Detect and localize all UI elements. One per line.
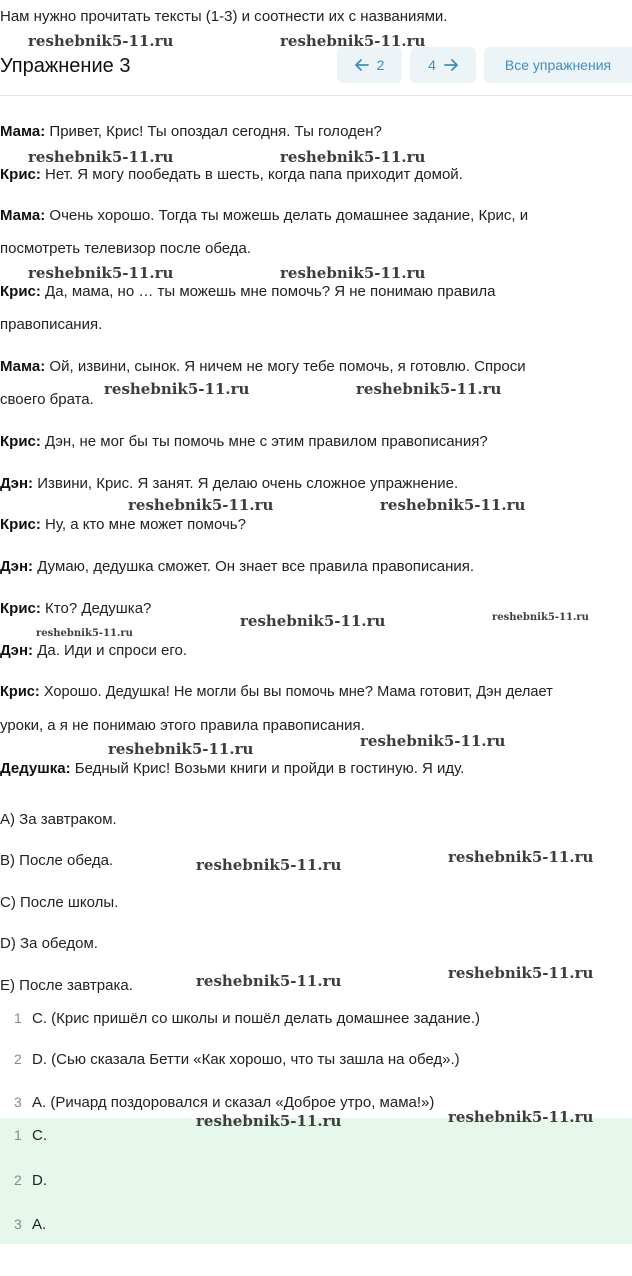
dialogue-text: своего брата.: [0, 391, 94, 408]
dialogue-line: [0, 166, 463, 183]
watermark: reshebnik5-11.ru: [28, 32, 174, 50]
dialogue-line: [0, 316, 102, 333]
answer-number: 3: [14, 1216, 22, 1232]
match-text: A. (Ричард поздоровался и сказал «Доброе утро, мама!»): [32, 1094, 435, 1111]
speaker-label: Крис:: [0, 433, 41, 450]
arrow-left-icon: [355, 59, 369, 71]
all-exercises-button[interactable]: [484, 47, 632, 83]
watermark: reshebnik5-11.ru: [448, 848, 594, 866]
answer-text: A.: [32, 1216, 47, 1233]
dialogue-line: [0, 558, 474, 575]
speaker-label: Дэн:: [0, 475, 34, 492]
watermark: reshebnik5-11.ru: [196, 972, 342, 990]
dialogue-text: Привет, Крис! Ты опоздал сегодня. Ты голоден?: [45, 123, 382, 140]
speaker-label: Дэн:: [0, 558, 34, 575]
answer-text: D.: [32, 1172, 47, 1189]
watermark: reshebnik5-11.ru: [280, 264, 426, 282]
header-divider: [0, 95, 632, 96]
answer-text: C.: [32, 1127, 47, 1144]
dialogue-line: [0, 240, 251, 257]
dialogue-text: Хорошо. Дедушка! Не могли бы вы помочь мне? Мама готовит, Дэн делает: [39, 684, 553, 700]
watermark: reshebnik5-11.ru: [108, 740, 254, 758]
answer-number: 1: [14, 1127, 22, 1143]
dialogue-line: [0, 433, 488, 450]
dialogue-text: Дэн, не мог бы ты помочь мне с этим правилом правописания?: [40, 433, 488, 450]
watermark: reshebnik5-11.ru: [492, 612, 589, 623]
option-item: E) После завтрака.: [0, 977, 133, 994]
answer-item: [14, 1172, 47, 1189]
dialogue-line: [0, 717, 365, 734]
dialogue-line: [0, 207, 528, 224]
answer-item: [14, 1216, 46, 1233]
speaker-label: Мама:: [0, 123, 46, 140]
watermark: reshebnik5-11.ru: [36, 628, 133, 639]
option-item: C) После школы.: [0, 894, 119, 911]
answer-box: [0, 1118, 632, 1244]
speaker-label: Мама:: [0, 358, 46, 375]
watermark: reshebnik5-11.ru: [360, 732, 506, 750]
watermark: reshebnik5-11.ru: [380, 496, 526, 514]
match-number: 2: [14, 1051, 22, 1067]
dialogue-text: правописания.: [0, 316, 103, 333]
prev-exercise-button[interactable]: [337, 47, 402, 83]
watermark: reshebnik5-11.ru: [280, 148, 426, 166]
dialogue-text: Нет. Я могу пообедать в шесть, когда папа приходит домой.: [40, 166, 463, 183]
intro-text: Нам нужно прочитать тексты (1-3) и соотнести их с названиями.: [0, 8, 448, 25]
all-exercises-label: Все упражнения: [504, 57, 612, 73]
speaker-label: Мама:: [0, 207, 46, 224]
dialogue-line: [0, 642, 187, 659]
match-item: [14, 1010, 480, 1027]
match-text: D. (Сью сказала Бетти «Как хорошо, что ты зашла на обед».): [32, 1051, 460, 1068]
speaker-label: Крис:: [0, 283, 41, 300]
match-item: [14, 1094, 434, 1111]
dialogue-line: [0, 391, 94, 408]
next-exercise-label: 4: [428, 57, 436, 73]
dialogue-line: [0, 283, 495, 300]
dialogue-text: Бедный Крис! Возьми книги и пройди в гостиную. Я иду.: [70, 760, 465, 777]
watermark: reshebnik5-11.ru: [28, 264, 174, 282]
match-text: C. (Крис пришёл со школы и пошёл делать домашнее задание.): [32, 1010, 481, 1027]
dialogue-text: посмотреть телевизор после обеда.: [0, 240, 252, 257]
next-exercise-button[interactable]: [410, 47, 476, 83]
dialogue-text: Очень хорошо. Тогда ты можешь делать домашнее задание, Крис, и: [45, 207, 529, 224]
dialogue-text: Думаю, дедушка сможет. Он знает все правила правописания.: [33, 558, 475, 575]
watermark: reshebnik5-11.ru: [196, 856, 342, 874]
watermark: reshebnik5-11.ru: [196, 1112, 342, 1130]
dialogue-line: [0, 600, 151, 617]
watermark: reshebnik5-11.ru: [28, 148, 174, 166]
dialogue-text: Ну, а кто мне может помочь?: [40, 516, 246, 533]
dialogue-text: Извини, Крис. Я занят. Я делаю очень сложное упражнение.: [33, 475, 459, 492]
page-title: Упражнение 3: [0, 55, 131, 77]
watermark: reshebnik5-11.ru: [448, 1108, 594, 1126]
dialogue-line: [0, 475, 458, 492]
dialogue-line: [0, 760, 464, 777]
speaker-label: Дедушка:: [0, 760, 71, 777]
speaker-label: Крис:: [0, 516, 41, 533]
dialogue-text: Ой, извини, сынок. Я ничем не могу тебе помочь, я готовлю. Спроси: [45, 358, 526, 375]
dialogue-line: [0, 516, 246, 533]
speaker-label: Крис:: [0, 684, 40, 700]
match-number: 3: [14, 1094, 22, 1110]
dialogue-line: [0, 684, 553, 700]
watermark: reshebnik5-11.ru: [356, 380, 502, 398]
watermark: reshebnik5-11.ru: [104, 380, 250, 398]
dialogue-text: Да, мама, но … ты можешь мне помочь? Я не понимаю правила: [40, 283, 496, 300]
speaker-label: Крис:: [0, 166, 41, 183]
dialogue-text: Кто? Дедушка?: [40, 600, 152, 617]
answer-number: 2: [14, 1172, 22, 1188]
dialogue-line: [0, 123, 382, 140]
arrow-right-icon: [444, 59, 458, 71]
watermark: reshebnik5-11.ru: [240, 612, 386, 630]
option-item: A) За завтраком.: [0, 811, 117, 828]
watermark: reshebnik5-11.ru: [448, 964, 594, 982]
prev-exercise-label: 2: [376, 57, 385, 73]
option-item: B) После обеда.: [0, 852, 114, 869]
dialogue-text: уроки, а я не понимаю этого правила правописания.: [0, 717, 365, 734]
dialogue-line: [0, 358, 526, 375]
speaker-label: Дэн:: [0, 642, 34, 659]
answer-item: [14, 1127, 47, 1144]
match-number: 1: [14, 1010, 22, 1026]
watermark: reshebnik5-11.ru: [128, 496, 274, 514]
match-item: [14, 1051, 460, 1068]
dialogue-text: Да. Иди и спроси его.: [33, 642, 188, 659]
option-item: D) За обедом.: [0, 935, 98, 952]
watermark: reshebnik5-11.ru: [280, 32, 426, 50]
speaker-label: Крис:: [0, 600, 41, 617]
